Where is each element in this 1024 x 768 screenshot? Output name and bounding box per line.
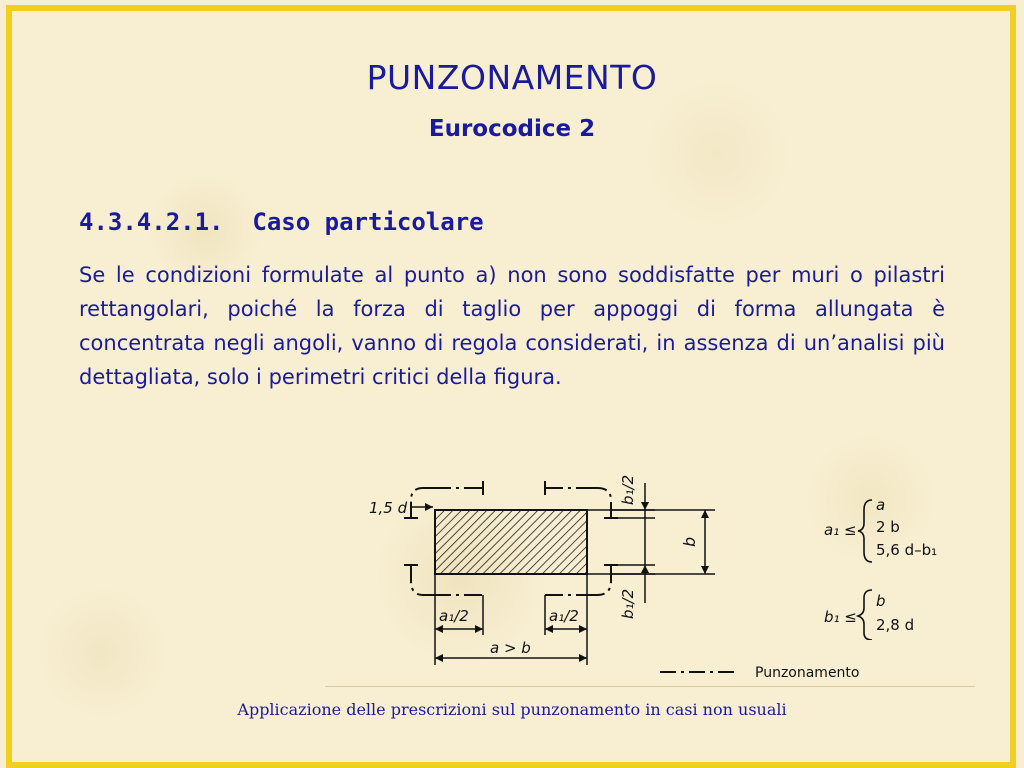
legend	[660, 665, 860, 681]
section-number: 4.3.4.2.1.	[79, 208, 224, 236]
section-heading	[79, 208, 484, 236]
label-a1-half-right: a₁/2	[549, 607, 579, 625]
slide-title: PUNZONAMENTO	[366, 58, 658, 97]
column-section	[435, 510, 587, 574]
label-a-greater-b: a > b	[490, 639, 531, 657]
body-paragraph: Se le condizioni formulate al punto a) non sono soddisfatte per muri o pilastri rettangolari, poiché la forza di taglio per appoggi di forma allungata è concentrata negli angoli, vanno di regola considerati, in assenza di un’analisi più dettagliata, solo i perimetri critici della figura.	[79, 263, 945, 389]
a1-lhs: a₁ ≤	[824, 521, 857, 539]
slide-subtitle: Eurocodice 2	[428, 116, 596, 142]
b1-lhs: b₁ ≤	[824, 608, 857, 626]
slide-caption: Applicazione delle prescrizioni sul punzonamento in casi non usuali	[237, 700, 787, 719]
caption-divider	[325, 686, 975, 687]
svg-text:1,5 d: 1,5 d	[369, 499, 408, 517]
legend-label: Punzonamento	[755, 665, 860, 681]
a1-option-1: a	[876, 496, 886, 514]
b1-option-1: b	[876, 592, 886, 610]
punching-perimeter-diagram	[355, 455, 885, 685]
section-title: Caso particolare	[252, 208, 484, 236]
a1-option-3: 5,6 d–b₁	[876, 541, 938, 559]
label-b1-half-top: b₁/2	[619, 474, 637, 505]
label-a1-half-left: a₁/2	[439, 607, 469, 625]
b1-option-2: 2,8 d	[876, 616, 915, 634]
label-b1-half-bottom: b₁/2	[619, 588, 637, 619]
a1-option-2: 2 b	[876, 518, 900, 536]
label-b: b	[680, 536, 699, 547]
dimension-1-5d	[369, 499, 433, 517]
limits-formulas	[818, 490, 958, 640]
